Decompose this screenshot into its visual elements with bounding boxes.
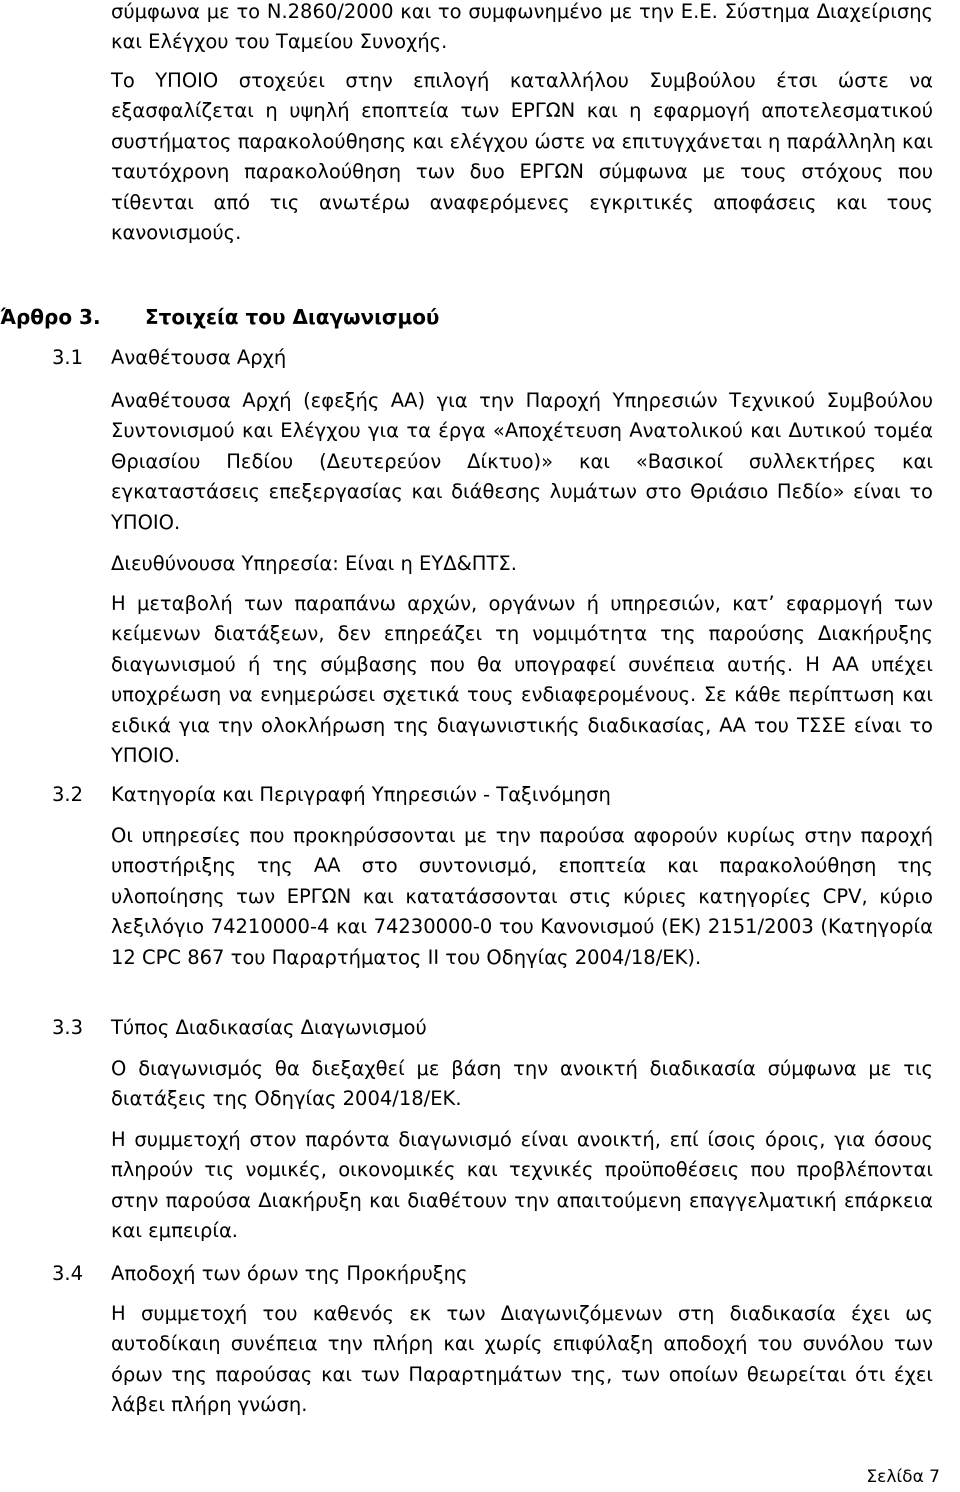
page-number: Σελίδα 7 — [866, 1466, 940, 1487]
section-number: 3.3 — [52, 1016, 84, 1039]
section-3-2-paragraph-1: Οι υπηρεσίες που προκηρύσσονται με την παρούσα αφορούν κυρίως στην παροχή υποστήριξης της ΑΑ στο συντονισμό, εποπτεία και παρακολούθηση της υλοποίησης των ΕΡΓΩΝ και κατατάσσονται στις κύριες κατηγορίες CPV, κύριο λεξιλόγιο 74210000-4 και 74230000-0 του Κανονισμού (ΕΚ) 2151/2003 (Κατηγορία 12 CPC 867 του Παραρτήματος ΙΙ του Οδηγίας 2004/18/ΕΚ). — [111, 824, 933, 969]
section-number: 3.1 — [52, 346, 84, 369]
intro-paragraph-2: Το ΥΠΟΙΟ στοχεύει στην επιλογή καταλλήλου Συμβούλου έτσι ώστε να εξασφαλίζεται η υψηλή εποπτεία των ΕΡΓΩΝ και η εφαρμογή αποτελεσματικού συστήματος παρακολούθησης και ελέγχου ώστε να επιτυγχάνεται η παράλληλη και ταυτόχρονη παρακολούθηση των δυο ΕΡΓΩΝ σύμφωνα με τους στόχους που τίθενται από τις ανωτέρω αναφερόμενες εγκριτικές αποφάσεις και τους κανονισμούς. — [111, 69, 933, 245]
section-3-1-heading — [52, 343, 286, 373]
section-3-3-paragraph-2: Η συμμετοχή στον παρόντα διαγωνισμό είναι ανοικτή, επί ίσοις όροις, για όσους πληρούν τις νομικές, οικονομικές και τεχνικές προϋποθέσεις που προβλέπονται στην παρούσα Διακήρυξη και διαθέτουν την απαιτούμενη επαγγελματική επάρκεια και εμπειρία. — [111, 1128, 933, 1243]
section-title: Τύπος Διαδικασίας Διαγωνισμού — [111, 1016, 427, 1039]
section-title: Κατηγορία και Περιγραφή Υπηρεσιών - Ταξινόμηση — [111, 783, 611, 806]
article-title: Στοιχεία του Διαγωνισμού — [145, 305, 440, 329]
section-3-3-heading — [52, 1013, 427, 1043]
section-3-1-paragraph-1: Αναθέτουσα Αρχή (εφεξής ΑΑ) για την Παροχή Υπηρεσιών Τεχνικού Συμβούλου Συντονισμού και Ελέγχου για τα έργα «Αποχέτευση Ανατολικού και Δυτικού τομέα Θριασίου Πεδίου (Δευτερεύον Δίκτυο)» και «Βασικοί συλλεκτήρες και εγκαταστάσεις επεξεργασίας και διάθεσης λυμάτων στο Θριάσιο Πεδίο» είναι το ΥΠΟΙΟ. — [111, 389, 933, 534]
section-number: 3.2 — [52, 783, 84, 806]
section-title: Αναθέτουσα Αρχή — [111, 346, 287, 369]
section-number: 3.4 — [52, 1262, 84, 1285]
section-3-2-heading — [52, 780, 611, 810]
section-3-1-paragraph-3: Η μεταβολή των παραπάνω αρχών, οργάνων ή υπηρεσιών, κατ’ εφαρμογή των κείμενων διατάξεων, δεν επηρεάζει τη νομιμότητα της παρούσης Διακήρυξης διαγωνισμού ή της σύμβασης που θα υπογραφεί συνέπεια αυτής. Η ΑΑ υπέχει υποχρέωση να ενημερώσει σχετικά τους ενδιαφερομένους. Σε κάθε περίπτωση και ειδικά για την ολοκλήρωση της διαγωνιστικής διαδικασίας, ΑΑ του ΤΣΣΕ είναι το ΥΠΟΙΟ. — [111, 592, 933, 768]
section-3-4-paragraph-1: Η συμμετοχή του καθενός εκ των Διαγωνιζόμενων στη διαδικασία έχει ως αυτοδίκαιη συνέπεια την πλήρη και χωρίς επιφύλαξη αποδοχή του συνόλου των όρων της παρούσας και των Παραρτημάτων της, των οποίων θεωρείται ότι έχει λάβει πλήρη γνώση. — [111, 1302, 933, 1417]
section-3-3-paragraph-1: Ο διαγωνισμός θα διεξαχθεί με βάση την ανοικτή διαδικασία σύμφωνα με τις διατάξεις της Οδηγίας 2004/18/ΕΚ. — [111, 1057, 933, 1111]
article-number: Άρθρο 3. — [0, 305, 101, 329]
section-3-4-heading — [52, 1259, 467, 1289]
intro-paragraph-1: σύμφωνα με το Ν.2860/2000 και το συμφωνημένο με την Ε.Ε. Σύστημα Διαχείρισης και Ελέγχου του Ταμείου Συνοχής. — [111, 0, 933, 54]
section-title: Αποδοχή των όρων της Προκήρυξης — [111, 1262, 468, 1285]
section-3-1-paragraph-2: Διευθύνουσα Υπηρεσία: Είναι η ΕΥΔ&ΠΤΣ. — [111, 552, 517, 575]
